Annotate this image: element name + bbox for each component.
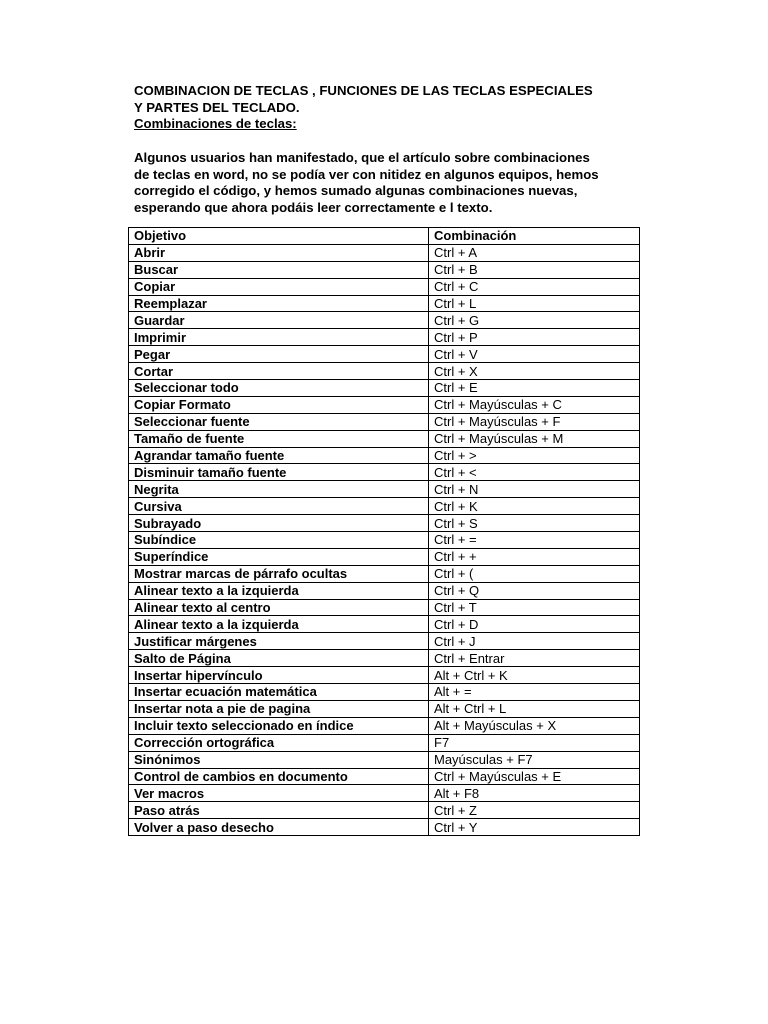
table-row xyxy=(129,532,640,549)
table-row xyxy=(129,785,640,802)
cell-combinacion: Ctrl + S xyxy=(429,515,640,532)
cell-combinacion: Alt + = xyxy=(429,684,640,701)
heading-line-1: COMBINACION DE TECLAS , FUNCIONES DE LAS TECLAS ESPECIALES xyxy=(134,83,593,98)
cell-combinacion: Ctrl + G xyxy=(429,312,640,329)
table-row xyxy=(129,413,640,430)
cell-objetivo: Reemplazar xyxy=(129,295,429,312)
table-row xyxy=(129,346,640,363)
cell-combinacion: Ctrl + B xyxy=(429,261,640,278)
cell-combinacion: Ctrl + A xyxy=(429,244,640,261)
cell-objetivo: Copiar Formato xyxy=(129,396,429,413)
table-row xyxy=(129,633,640,650)
cell-combinacion: Ctrl + Mayúsculas + F xyxy=(429,413,640,430)
table-row xyxy=(129,667,640,684)
table-row xyxy=(129,464,640,481)
table-row xyxy=(129,244,640,261)
cell-objetivo: Pegar xyxy=(129,346,429,363)
cell-objetivo: Justificar márgenes xyxy=(129,633,429,650)
cell-combinacion: Ctrl + Y xyxy=(429,819,640,836)
table-row xyxy=(129,363,640,380)
cell-combinacion: Ctrl + J xyxy=(429,633,640,650)
cell-objetivo: Seleccionar fuente xyxy=(129,413,429,430)
table-row xyxy=(129,616,640,633)
table-row xyxy=(129,802,640,819)
cell-objetivo: Paso atrás xyxy=(129,802,429,819)
cell-combinacion: Ctrl + Mayúsculas + E xyxy=(429,768,640,785)
column-header-objetivo: Objetivo xyxy=(129,228,429,245)
cell-combinacion: Ctrl + T xyxy=(429,599,640,616)
cell-objetivo: Ver macros xyxy=(129,785,429,802)
cell-combinacion: Alt + Ctrl + K xyxy=(429,667,640,684)
cell-combinacion: Ctrl + < xyxy=(429,464,640,481)
cell-objetivo: Cursiva xyxy=(129,498,429,515)
table-row xyxy=(129,768,640,785)
cell-objetivo: Imprimir xyxy=(129,329,429,346)
cell-combinacion: Ctrl + K xyxy=(429,498,640,515)
cell-objetivo: Guardar xyxy=(129,312,429,329)
shortcuts-table xyxy=(128,227,640,836)
section-subheading: Combinaciones de teclas: xyxy=(134,116,297,131)
table-row xyxy=(129,751,640,768)
table-row xyxy=(129,565,640,582)
cell-objetivo: Alinear texto a la izquierda xyxy=(129,616,429,633)
cell-combinacion: Ctrl + V xyxy=(429,346,640,363)
table-header-row xyxy=(129,228,640,245)
table-row xyxy=(129,481,640,498)
table-row xyxy=(129,734,640,751)
cell-combinacion: Ctrl + Mayúsculas + M xyxy=(429,430,640,447)
cell-objetivo: Subíndice xyxy=(129,532,429,549)
cell-objetivo: Incluir texto seleccionado en índice xyxy=(129,717,429,734)
table-row xyxy=(129,717,640,734)
table-row xyxy=(129,582,640,599)
table-row xyxy=(129,684,640,701)
cell-combinacion: Ctrl + = xyxy=(429,532,640,549)
table-row xyxy=(129,819,640,836)
table-row xyxy=(129,261,640,278)
intro-line: esperando que ahora podáis leer correctamente e l texto. xyxy=(134,199,493,215)
cell-objetivo: Tamaño de fuente xyxy=(129,430,429,447)
cell-objetivo: Salto de Página xyxy=(129,650,429,667)
table-row xyxy=(129,700,640,717)
cell-objetivo: Alinear texto al centro xyxy=(129,599,429,616)
cell-objetivo: Alinear texto a la izquierda xyxy=(129,582,429,599)
cell-objetivo: Subrayado xyxy=(129,515,429,532)
table-row xyxy=(129,498,640,515)
cell-combinacion: Ctrl + E xyxy=(429,380,640,397)
table-row xyxy=(129,396,640,413)
cell-objetivo: Disminuir tamaño fuente xyxy=(129,464,429,481)
cell-objetivo: Volver a paso desecho xyxy=(129,819,429,836)
cell-objetivo: Insertar nota a pie de pagina xyxy=(129,700,429,717)
table-row xyxy=(129,548,640,565)
document-heading xyxy=(134,83,644,133)
table-row xyxy=(129,380,640,397)
table-row xyxy=(129,650,640,667)
cell-objetivo: Buscar xyxy=(129,261,429,278)
table-row xyxy=(129,329,640,346)
cell-combinacion: Ctrl + N xyxy=(429,481,640,498)
table-row xyxy=(129,515,640,532)
cell-combinacion: Alt + Mayúsculas + X xyxy=(429,717,640,734)
shortcuts-table-body xyxy=(129,228,640,836)
cell-combinacion: Ctrl + + xyxy=(429,548,640,565)
cell-objetivo: Cortar xyxy=(129,363,429,380)
table-row xyxy=(129,312,640,329)
table-row xyxy=(129,278,640,295)
cell-combinacion: Ctrl + P xyxy=(429,329,640,346)
cell-combinacion: Ctrl + Q xyxy=(429,582,640,599)
table-row xyxy=(129,295,640,312)
cell-objetivo: Sinónimos xyxy=(129,751,429,768)
cell-objetivo: Abrir xyxy=(129,244,429,261)
cell-combinacion: Alt + Ctrl + L xyxy=(429,700,640,717)
cell-combinacion: Mayúsculas + F7 xyxy=(429,751,640,768)
cell-combinacion: Ctrl + ( xyxy=(429,565,640,582)
cell-objetivo: Control de cambios en documento xyxy=(129,768,429,785)
cell-objetivo: Superíndice xyxy=(129,548,429,565)
cell-objetivo: Mostrar marcas de párrafo ocultas xyxy=(129,565,429,582)
intro-line: Algunos usuarios han manifestado, que el artículo sobre combinaciones xyxy=(134,150,590,165)
cell-objetivo: Insertar ecuación matemática xyxy=(129,684,429,701)
cell-objetivo: Corrección ortográfica xyxy=(129,734,429,751)
cell-combinacion: Ctrl + Mayúsculas + C xyxy=(429,396,640,413)
table-row xyxy=(129,447,640,464)
cell-combinacion: F7 xyxy=(429,734,640,751)
column-header-combinacion: Combinación xyxy=(429,228,640,245)
cell-objetivo: Negrita xyxy=(129,481,429,498)
cell-objetivo: Seleccionar todo xyxy=(129,380,429,397)
cell-combinacion: Ctrl + C xyxy=(429,278,640,295)
cell-objetivo: Insertar hipervínculo xyxy=(129,667,429,684)
cell-combinacion: Ctrl + D xyxy=(429,616,640,633)
cell-objetivo: Agrandar tamaño fuente xyxy=(129,447,429,464)
table-row xyxy=(129,430,640,447)
cell-combinacion: Ctrl + L xyxy=(429,295,640,312)
cell-combinacion: Ctrl + > xyxy=(429,447,640,464)
cell-objetivo: Copiar xyxy=(129,278,429,295)
intro-line: de teclas en word, no se podía ver con nitidez en algunos equipos, hemos xyxy=(134,166,599,182)
intro-paragraph xyxy=(134,150,644,216)
cell-combinacion: Ctrl + X xyxy=(429,363,640,380)
heading-line-2: Y PARTES DEL TECLADO. xyxy=(134,99,300,115)
cell-combinacion: Alt + F8 xyxy=(429,785,640,802)
table-row xyxy=(129,599,640,616)
intro-line: corregido el código, y hemos sumado algunas combinaciones nuevas, xyxy=(134,183,578,198)
cell-combinacion: Ctrl + Entrar xyxy=(429,650,640,667)
cell-combinacion: Ctrl + Z xyxy=(429,802,640,819)
